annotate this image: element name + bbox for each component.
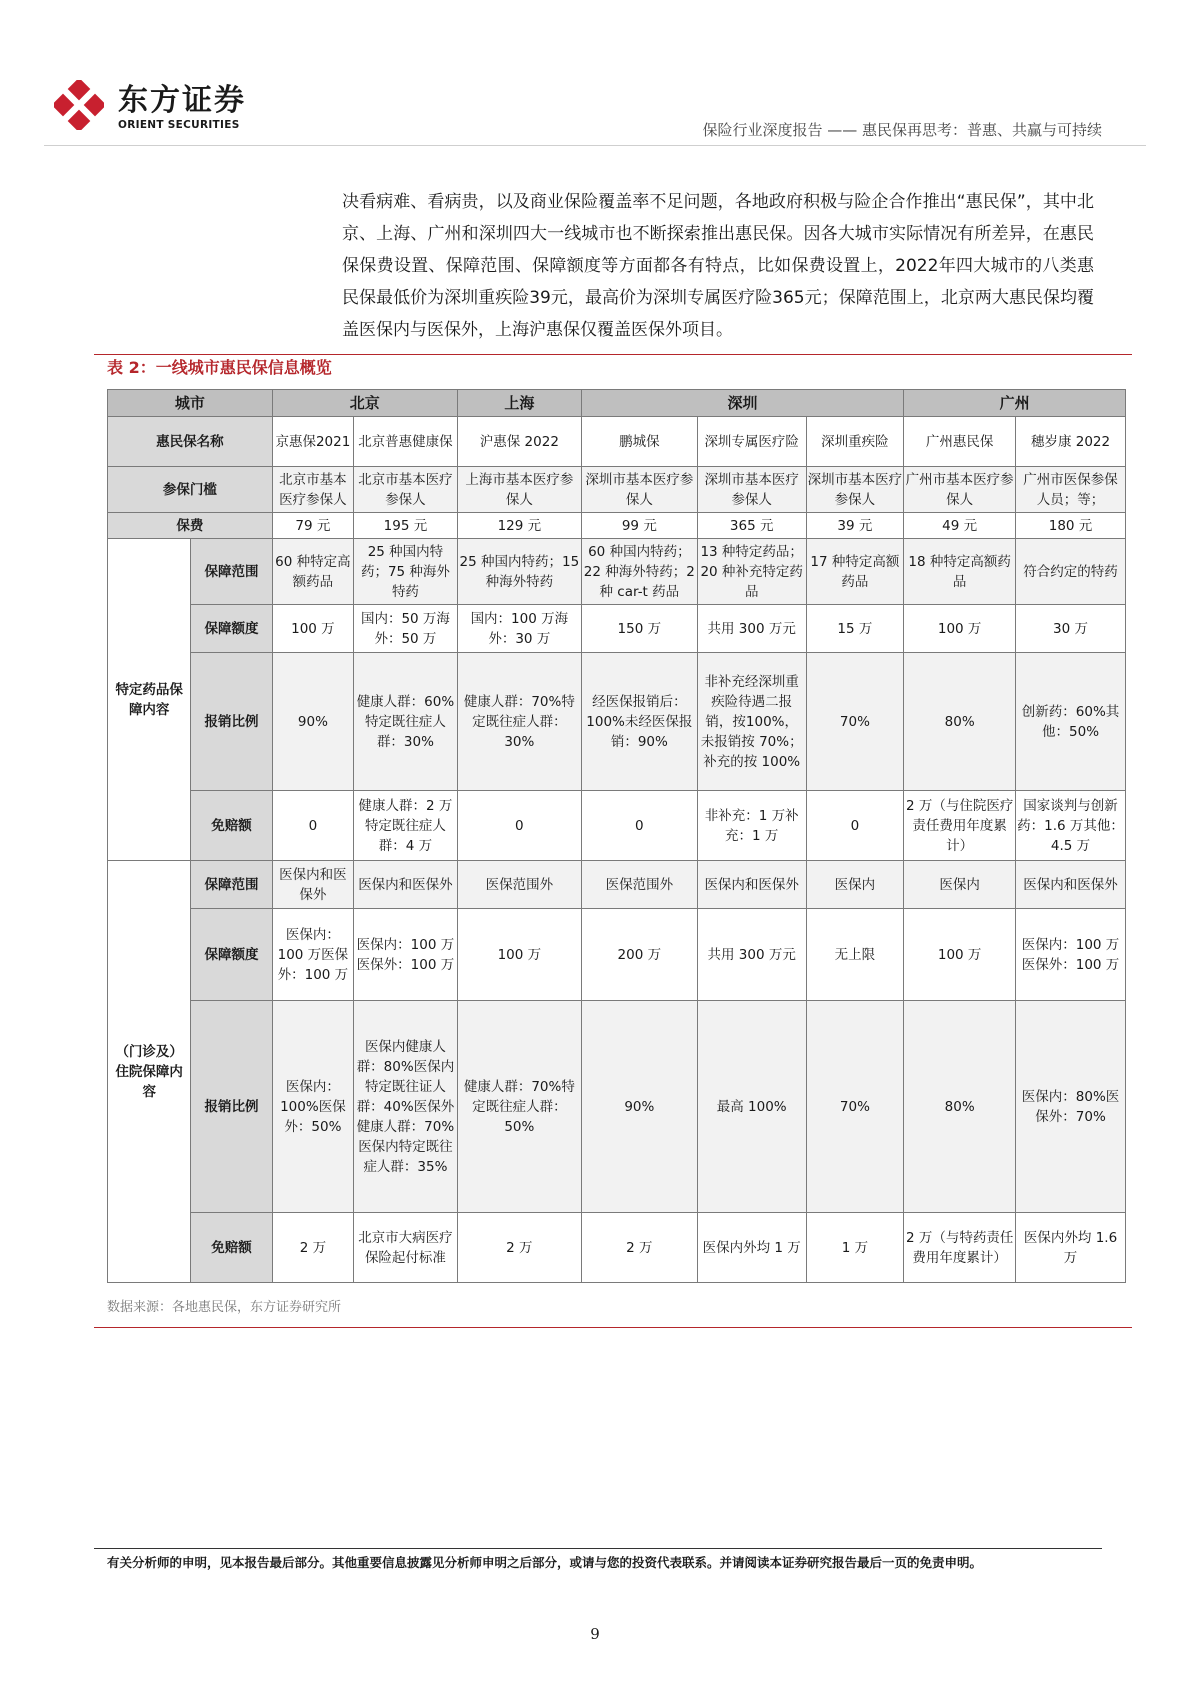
city-guangzhou: 广州	[904, 390, 1126, 417]
city-shenzhen: 深圳	[581, 390, 903, 417]
table-cell: 100 万	[457, 909, 581, 1001]
table-cell: 100 万	[904, 909, 1016, 1001]
city-huiminbao-table	[107, 389, 1126, 1283]
table-cell: 上海市基本医疗参保人	[457, 467, 581, 513]
table-caption: 表 2：一线城市惠民保信息概览	[107, 358, 332, 377]
table-cell: 60 种特定高额药品	[272, 539, 353, 605]
sub-row-header: 报销比例	[191, 1001, 272, 1213]
orient-securities-logo-icon	[54, 80, 104, 130]
table-cell: 0	[457, 791, 581, 861]
table-cell: 国内：50 万海外：50 万	[354, 605, 458, 653]
table-cell: 15 万	[806, 605, 904, 653]
table-cell: 25 种国内特药；15 种海外特药	[457, 539, 581, 605]
table-row-premium	[108, 513, 1126, 539]
brand-name-cn: 东方证券	[118, 83, 246, 118]
sub-row-header: 保障范围	[191, 539, 272, 605]
table-row-drug-deductible	[108, 791, 1126, 861]
table-cell: 北京市基本医疗参保人	[354, 467, 458, 513]
table-cell: 医保内：100 万医保外：100 万	[354, 909, 458, 1001]
table-cell: 健康人群：70%特定既往症人群：30%	[457, 653, 581, 791]
table-cell: 150 万	[581, 605, 697, 653]
table-cell: 80%	[904, 1001, 1016, 1213]
table-cell: 健康人群：60%特定既往症人群：30%	[354, 653, 458, 791]
table-row-hosp-amount	[108, 909, 1126, 1001]
table-cell: 京惠保2021	[272, 417, 353, 467]
table-cell: 医保内和医保外	[697, 861, 806, 909]
table-row-threshold	[108, 467, 1126, 513]
table-cell: 医保内：100 万医保外：100 万	[1016, 909, 1126, 1001]
table-cell: 18 种特定高额药品	[904, 539, 1016, 605]
table-cell: 广州惠民保	[904, 417, 1016, 467]
table-cell: 健康人群：70%特定既往症人群：50%	[457, 1001, 581, 1213]
table-cell: 深圳专属医疗险	[697, 417, 806, 467]
table-cell: 医保内健康人群：80%医保内特定既往证人群：40%医保外健康人群：70%医保内特定既往症人群：35%	[354, 1001, 458, 1213]
table-cell: 13 种特定药品；20 种补充特定药品	[697, 539, 806, 605]
table-cell: 0	[581, 791, 697, 861]
table-cell: 2 万	[272, 1213, 353, 1283]
table-cell: 100 万	[272, 605, 353, 653]
table-cell: 穗岁康 2022	[1016, 417, 1126, 467]
table-cell: 非补充经深圳重疾险待遇二报销，按100%，未报销按 70%；补充的按 100%	[697, 653, 806, 791]
sub-row-header: 免赔额	[191, 791, 272, 861]
table-row-city	[108, 390, 1126, 417]
table-cell: 国内：100 万海外：30 万	[457, 605, 581, 653]
table-cell: 30 万	[1016, 605, 1126, 653]
table-cell: 70%	[806, 653, 904, 791]
table-row-hosp-ratio	[108, 1001, 1126, 1213]
table-cell: 北京市基本医疗参保人	[272, 467, 353, 513]
table-cell: 共用 300 万元	[697, 909, 806, 1001]
brand-name-en: ORIENT SECURITIES	[118, 119, 240, 131]
group-header-drug: 特定药品保障内容	[108, 539, 191, 861]
city-header-label: 城市	[108, 390, 273, 417]
table-cell: 医保内：100 万医保外：100 万	[272, 909, 353, 1001]
table-cell: 医保内：80%医保外：70%	[1016, 1001, 1126, 1213]
row-header: 惠民保名称	[108, 417, 273, 467]
table-cell: 1 万	[806, 1213, 904, 1283]
table-cell: 医保范围外	[457, 861, 581, 909]
table-cell: 90%	[272, 653, 353, 791]
body-paragraph: 决看病难、看病贵，以及商业保险覆盖率不足问题，各地政府积极与险企合作推出“惠民保”，其中北京、上海、广州和深圳四大一线城市也不断探索推出惠民保。因各大城市实际情况有所差异，在惠民保保费设置、保障范围、保障额度等方面都各有特点，比如保费设置上，2022年四大城市的八类惠民保最低价为深圳重疾险39元，最高价为深圳专属医疗险365元；保障范围上，北京两大惠民保均覆盖医保内与医保外，上海沪惠保仅覆盖医保外项目。	[342, 192, 1094, 340]
table-cell: 2 万（与特药责任费用年度累计）	[904, 1213, 1016, 1283]
table-cell: 0	[272, 791, 353, 861]
table-cell: 共用 300 万元	[697, 605, 806, 653]
table-cell: 2 万（与住院医疗责任费用年度累计）	[904, 791, 1016, 861]
table-cell: 医保内外均 1.6 万	[1016, 1213, 1126, 1283]
table-cell: 医保内	[806, 861, 904, 909]
table-cell: 经医保报销后：100%未经医保报销：90%	[581, 653, 697, 791]
table-top-rule	[94, 354, 1132, 355]
table-cell: 2 万	[457, 1213, 581, 1283]
table-cell: 90%	[581, 1001, 697, 1213]
table-cell: 70%	[806, 1001, 904, 1213]
table-cell: 健康人群：2 万特定既往症人群：4 万	[354, 791, 458, 861]
table-cell: 北京市大病医疗保险起付标准	[354, 1213, 458, 1283]
sub-row-header: 保障额度	[191, 909, 272, 1001]
page-number: 9	[590, 1625, 600, 1643]
table-cell: 医保内和医保外	[272, 861, 353, 909]
table-cell: 深圳市基本医疗参保人	[697, 467, 806, 513]
table-cell: 广州市基本医疗参保人	[904, 467, 1016, 513]
row-header: 保费	[108, 513, 273, 539]
group-header-hospital: （门诊及）住院保障内容	[108, 861, 191, 1283]
report-title: 保险行业深度报告 —— 惠民保再思考：普惠、共赢与可持续	[702, 121, 1102, 139]
table-cell: 沪惠保 2022	[457, 417, 581, 467]
table-cell: 79 元	[272, 513, 353, 539]
sub-row-header: 保障额度	[191, 605, 272, 653]
table-cell: 医保内：100%医保外：50%	[272, 1001, 353, 1213]
table-row-drug-ratio	[108, 653, 1126, 791]
table-row-name	[108, 417, 1126, 467]
sub-row-header: 免赔额	[191, 1213, 272, 1283]
table-row-drug-amount	[108, 605, 1126, 653]
table-cell: 符合约定的特药	[1016, 539, 1126, 605]
city-beijing: 北京	[272, 390, 457, 417]
table-cell: 99 元	[581, 513, 697, 539]
table-cell: 鹏城保	[581, 417, 697, 467]
table-cell: 广州市医保参保人员；等；	[1016, 467, 1126, 513]
data-source: 数据来源：各地惠民保，东方证券研究所	[107, 1300, 342, 1315]
sub-row-header: 报销比例	[191, 653, 272, 791]
table-cell: 129 元	[457, 513, 581, 539]
table-row-hosp-scope	[108, 861, 1126, 909]
footer-divider	[94, 1548, 1102, 1549]
table-cell: 2 万	[581, 1213, 697, 1283]
table-cell: 25 种国内特药；75 种海外特药	[354, 539, 458, 605]
table-cell: 医保内	[904, 861, 1016, 909]
table-cell: 195 元	[354, 513, 458, 539]
table-cell: 非补充：1 万补充：1 万	[697, 791, 806, 861]
table-cell: 49 元	[904, 513, 1016, 539]
table-cell: 39 元	[806, 513, 904, 539]
sub-row-header: 保障范围	[191, 861, 272, 909]
table-cell: 200 万	[581, 909, 697, 1001]
table-cell: 医保范围外	[581, 861, 697, 909]
table-cell: 医保内和医保外	[354, 861, 458, 909]
table-bottom-rule	[94, 1327, 1132, 1328]
table-cell: 医保内外均 1 万	[697, 1213, 806, 1283]
table-cell: 最高 100%	[697, 1001, 806, 1213]
table-cell: 无上限	[806, 909, 904, 1001]
table-cell: 北京普惠健康保	[354, 417, 458, 467]
table-cell: 60 种国内特药；22 种海外特药；2 种 car-t 药品	[581, 539, 697, 605]
table-cell: 国家谈判与创新药：1.6 万其他：4.5 万	[1016, 791, 1126, 861]
row-header: 参保门槛	[108, 467, 273, 513]
table-cell: 深圳重疾险	[806, 417, 904, 467]
header-divider	[44, 145, 1146, 146]
table-cell: 医保内和医保外	[1016, 861, 1126, 909]
table-cell: 80%	[904, 653, 1016, 791]
table-row-drug-scope	[108, 539, 1126, 605]
table-cell: 深圳市基本医疗参保人	[581, 467, 697, 513]
table-cell: 180 元	[1016, 513, 1126, 539]
table-cell: 0	[806, 791, 904, 861]
table-cell: 深圳市基本医疗参保人	[806, 467, 904, 513]
city-shanghai: 上海	[457, 390, 581, 417]
table-row-hosp-deductible	[108, 1213, 1126, 1283]
table-cell: 365 元	[697, 513, 806, 539]
table-cell: 17 种特定高额药品	[806, 539, 904, 605]
table-cell: 创新药：60%其他：50%	[1016, 653, 1126, 791]
disclaimer: 有关分析师的申明，见本报告最后部分。其他重要信息披露见分析师申明之后部分，或请与您的投资代表联系。并请阅读本证券研究报告最后一页的免责申明。	[107, 1555, 983, 1570]
table-cell: 100 万	[904, 605, 1016, 653]
